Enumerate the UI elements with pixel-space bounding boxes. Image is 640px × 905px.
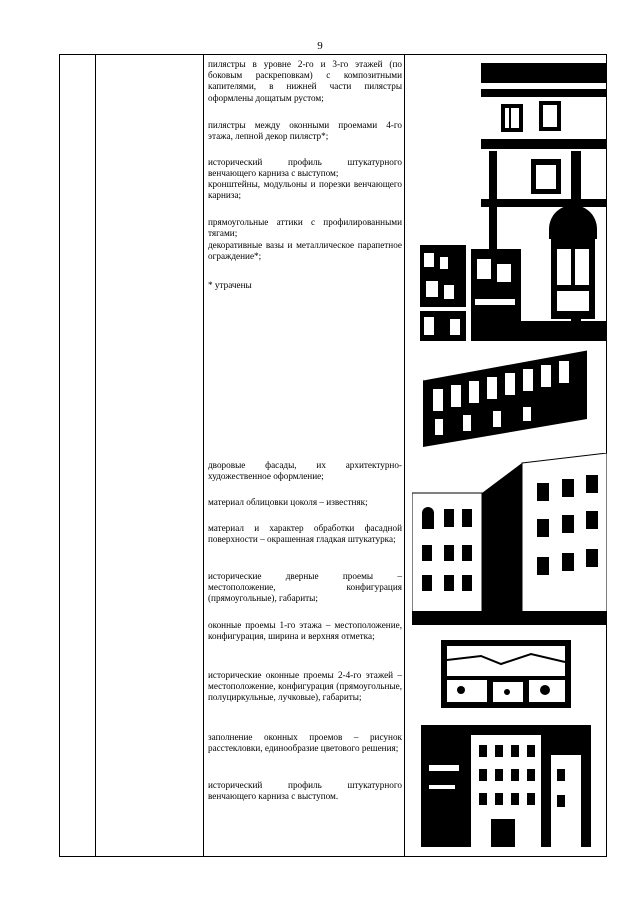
table-column-divider [203,55,204,856]
text-block: оконные проемы 1-го этажа – местоположение, конфигурация, ширина и верхняя отметка; [208,620,402,642]
text-block: исторический профиль штукатурного венчающего карниза с выступом; [208,157,402,179]
text-block: материал и характер обработки фасадной поверхности – окрашенная гладкая штукатурка; [208,523,402,545]
text-block: пилястры между оконными проемами 4-го этажа, лепной декор пилястр*; [208,120,402,142]
text-block: пилястры в уровне 2-го и 3-го этажей (по боковым раскреповкам) с композитными капителями, в нижней части пилястры оформлены дощатым рустом; [208,59,402,103]
courtyard-facade-photo [412,453,607,625]
text-block: исторические оконные проемы 2-4-го этажей – местоположение, конфигурация (прямоугольные, полуциркульные, лучковые), габариты; [208,670,402,703]
text-block: прямоугольные аттики с профилированными тягами; [208,217,402,239]
text-block: заполнение оконных проемов – рисунок расстекловки, единообразие цветового решения; [208,732,402,754]
text-block: исторический профиль штукатурного венчающего карниза с выступом. [208,780,402,802]
objects-table [59,54,607,857]
table-column-divider [95,55,96,856]
text-block: декоративные вазы и металлическое парапетное ограждение*; [208,240,402,262]
page-number: 9 [317,40,323,52]
text-block: дворовые фасады, их архитектурно-художественное оформление; [208,460,402,482]
courtyard-view-photo [421,725,591,847]
table-column-divider [404,55,405,856]
facade-main-photo [471,59,606,341]
text-block: кронштейны, модульоны и порезки венчающего карниза; [208,179,402,201]
text-block: материал облицовки цоколя – известняк; [208,497,368,507]
facade-upper-photo [423,349,587,447]
plinth-stone-photo [441,640,571,708]
text-block: исторические дверные проемы – местоположение, конфигурация (прямоугольные), габариты; [208,571,402,604]
text-block: * утрачены [208,280,252,290]
facade-corner-photo [420,245,466,341]
